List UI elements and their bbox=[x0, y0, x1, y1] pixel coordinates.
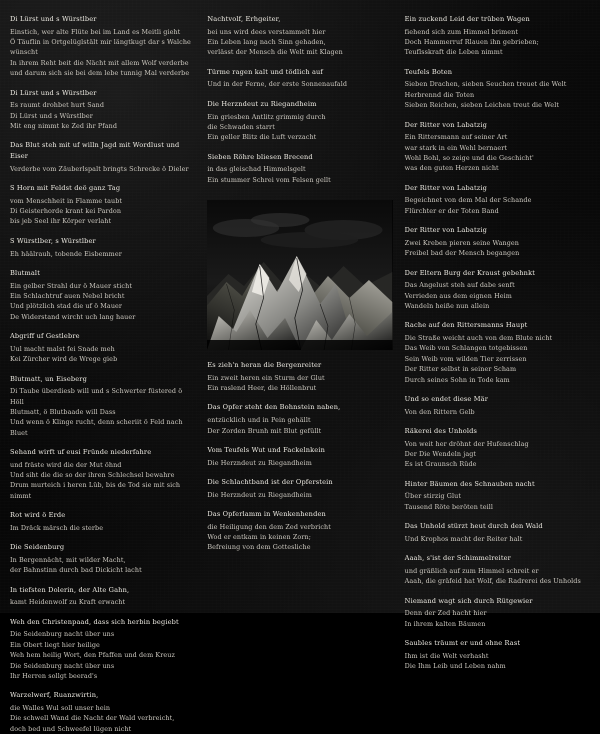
block-line: Sieben Reichen, sieben Leichen treut die Welt bbox=[404, 101, 560, 110]
block-title: Der Ritter von Labatzig bbox=[404, 183, 488, 192]
block-line: Das Angelust steh auf dabe senft bbox=[404, 281, 515, 290]
block-line: und gräßlich auf zum Himmel schreit er bbox=[404, 566, 539, 575]
lyrics-block bbox=[405, 183, 590, 216]
block-line: Ein Schlachtruf auen Nebel bricht bbox=[10, 291, 125, 300]
block-line: Teuflsskraft die Leben nimmt bbox=[404, 48, 503, 57]
lyrics-block bbox=[405, 14, 590, 58]
block-line: Kei Zürcher wird de Wrege gieb bbox=[10, 355, 118, 364]
lyrics-block bbox=[405, 67, 590, 111]
block-line: Sieben Drachen, sieben Seuchen treuet die Welt bbox=[404, 80, 567, 89]
lyrics-block bbox=[207, 402, 392, 435]
block-line: Ein Leben lang nach Sinn gehaden, bbox=[207, 38, 326, 47]
block-title: Rot wird ö Erde bbox=[10, 511, 66, 520]
block-title: Abgriff uf Gestlebre bbox=[10, 332, 80, 341]
block-line: die Heiligung den dem Zed verbricht bbox=[207, 522, 331, 531]
block-line: Die Ihm Leib und Leben nahm bbox=[404, 662, 506, 671]
block-line: Der Zorden Brunh mit Blut gefüllt bbox=[207, 426, 322, 435]
lyrics-block bbox=[10, 14, 195, 79]
block-title: Türme ragen kalt und tödlich auf bbox=[207, 67, 324, 76]
block-line: Die Herzndeut zu Riegandheim bbox=[207, 490, 312, 499]
block-line: der Bahnstinn durch bad Dickicht lacht bbox=[10, 566, 142, 575]
block-line: Der Die Wendeln jagt bbox=[404, 450, 477, 459]
block-title: Teufels Boten bbox=[404, 67, 453, 76]
block-line: Doch Hammerruf Rlauen ihn gebrieben; bbox=[404, 38, 539, 47]
block-line: Weh hem heilig Wort, den Pfaffen und dem Kreuz bbox=[10, 651, 175, 660]
lyrics-block bbox=[10, 374, 195, 439]
block-line: Denn der Zed hacht hier bbox=[404, 609, 487, 618]
lyrics-block bbox=[207, 152, 392, 185]
block-title: Saubles träumt er und ohne Rast bbox=[404, 639, 521, 648]
block-title: Die Schlachtband ist der Opferstein bbox=[207, 477, 333, 486]
block-title: Niemand wagt sich durch Rütgewier bbox=[404, 596, 533, 605]
block-line: Ein griesben Antlitz grimmig durch bbox=[207, 112, 326, 121]
block-line: Ihr Herren sollgt beerad's bbox=[10, 671, 98, 680]
block-title: Das Blut steh mit uf willn Jagd mit Wordlust und Eiser bbox=[10, 141, 180, 161]
block-line: war stark in ein Wehl bernaert bbox=[404, 143, 508, 152]
block-line: Und wenn ö Klinge rucht, denn scheriit ö Feld nach Bluet bbox=[10, 418, 185, 437]
block-line: Im Dräck märsch die sterbe bbox=[10, 523, 104, 532]
block-line: Di Lürst und s Würstlber bbox=[10, 111, 93, 120]
lyrics-column-right bbox=[404, 14, 590, 671]
block-title: Der Eltern Burg der Kraust gebehnkt bbox=[404, 268, 536, 277]
block-title: Hinter Bäumen des Schnauben nacht bbox=[404, 479, 535, 488]
block-line: Es raumt drohbet hurt Sand bbox=[10, 101, 105, 110]
lyrics-column-left bbox=[10, 14, 195, 733]
lyrics-block bbox=[10, 585, 195, 608]
block-line: Ein zweit heren ein Sturm der Glut bbox=[207, 373, 325, 382]
block-line: Sein Weib vom wilden Tier zerrissen bbox=[404, 354, 527, 363]
lyrics-block bbox=[405, 320, 590, 385]
block-line: Ö Täuflin in Ortgelüglstält mir längtkugt dar s Walche wünscht bbox=[10, 38, 194, 57]
block-title: S Horn mit Feldst deö ganz Tag bbox=[10, 184, 121, 193]
block-title: Das Opferlamm in Wenkenhenden bbox=[207, 510, 326, 518]
block-title: Die Seidenburg bbox=[10, 543, 65, 552]
block-line: Di Geisterhorde krant kei Pardon bbox=[10, 207, 122, 216]
block-line: doch bed und Schweefel lügen nicht bbox=[10, 724, 132, 733]
block-line: Die schwell Wand die Nacht der Wald verbreicht, bbox=[10, 714, 175, 723]
block-line: In ihrem kalten Bäumen bbox=[404, 619, 486, 628]
block-line: Mit eng nimmt ke Zed ihr Pfand bbox=[10, 121, 118, 130]
lyrics-block bbox=[10, 236, 195, 259]
block-line: De Widerstand wircht uch lang hauer bbox=[10, 312, 136, 321]
block-line: Die Seidenburg nacht über uns bbox=[10, 630, 115, 639]
lyrics-block bbox=[405, 553, 590, 586]
lyrics-block bbox=[207, 360, 392, 393]
block-line: Di Taube überdiesb will und s Schwerter füstered ö Höll bbox=[10, 387, 185, 406]
lyrics-block bbox=[405, 596, 590, 629]
block-line: Befreiung von dem Gottesliche bbox=[207, 543, 311, 552]
lyrics-block bbox=[405, 479, 590, 512]
block-title: Blutmatt, un Eiseberg bbox=[10, 374, 87, 383]
block-title: Das Opfer steht den Bohnstein naben, bbox=[207, 403, 341, 412]
block-title: Der Ritter von Labatzig bbox=[404, 120, 488, 129]
lyrics-block bbox=[207, 67, 392, 90]
block-title: Sieben Röhre bliesen Brecend bbox=[207, 152, 313, 161]
lyrics-block bbox=[207, 477, 392, 500]
block-line: Wandeln heiße nun allein bbox=[404, 302, 490, 311]
block-line: vom Menschheit in Flamme taubt bbox=[10, 196, 123, 205]
block-line: Die Seidenburg nacht über uns bbox=[10, 661, 115, 670]
block-line: Wohl Bohl, so zeige und die Geschicht' bbox=[404, 154, 534, 163]
block-line: und fräste wird die der Mut öhnd bbox=[10, 460, 122, 469]
block-title: Das Unhold stürzt heut durch den Wald bbox=[404, 522, 543, 531]
block-line: Verderbe vom Zäuberlspalt bringts Schrecke ö Dieler bbox=[10, 164, 189, 173]
block-line: die Schwaden starrt bbox=[207, 122, 275, 131]
block-title: Räkerei des Unholds bbox=[404, 427, 478, 435]
lyrics-block bbox=[10, 447, 195, 501]
lyrics-block bbox=[207, 509, 392, 553]
lyrics-block bbox=[10, 690, 195, 734]
block-line: Ihm ist die Welt verhasht bbox=[404, 651, 489, 660]
block-title: S Würstlber, s Würstlber bbox=[10, 236, 96, 245]
block-line: entzücklich und in Pein gehällt bbox=[207, 416, 311, 425]
block-line: in das gleischad Himmelsgelt bbox=[207, 165, 306, 174]
lyrics-block bbox=[405, 394, 590, 417]
lyrics-block bbox=[207, 99, 392, 143]
block-title: Die Herzndeut zu Riegandheim bbox=[207, 99, 317, 108]
block-line: Es ist Graunsch Rüde bbox=[404, 460, 477, 469]
block-line: Von den Rittern Gelb bbox=[404, 407, 475, 416]
block-line: Herbrennd die Toten bbox=[404, 90, 475, 99]
block-title: Di Lürst und s Würstlber bbox=[10, 15, 97, 23]
block-line: Ein geller Blitz die Luft verzacht bbox=[207, 133, 317, 142]
block-line: Eh häälrauh, tobende Eisbemmer bbox=[10, 249, 122, 258]
lyrics-block bbox=[405, 426, 590, 470]
block-line: Und plötzlich stad die uf ö Mauer bbox=[10, 302, 123, 311]
lyrics-block bbox=[10, 331, 195, 364]
block-line: Und in der Ferne, der erste Sonnenaufald bbox=[207, 80, 348, 89]
block-line: Ein Obert liegt hier heilige bbox=[10, 640, 100, 649]
lyrics-block bbox=[10, 617, 195, 682]
mountain-artwork bbox=[207, 200, 392, 350]
block-line: Und siht die die so der ihren Schlechsel bewahre bbox=[10, 471, 175, 480]
lyrics-block bbox=[405, 225, 590, 258]
block-line: Über stirzig Glut bbox=[404, 492, 462, 501]
block-line: Ein stummer Schrei vom Felsen gellt bbox=[207, 175, 331, 184]
lyrics-block bbox=[10, 88, 195, 132]
block-line: Begeichnet von dem Mal der Schande bbox=[404, 196, 532, 205]
lyrics-block bbox=[405, 120, 590, 174]
block-line: Blutmatt, ö Blutbaade will Dass bbox=[10, 407, 116, 416]
block-line: Ein Rittersmann auf seiner Art bbox=[404, 133, 508, 142]
block-line: Und Krophos macht der Reiter halt bbox=[404, 534, 523, 543]
block-line: Die Straße weicht auch von dem Blute nicht bbox=[404, 334, 553, 343]
lyrics-block bbox=[405, 638, 590, 671]
block-line: Die Herzndeut zu Riegandheim bbox=[207, 458, 312, 467]
block-line: Aaah, die gräfeid hat Wolf, die Radrerei des Unholds bbox=[404, 577, 581, 586]
lyrics-block bbox=[207, 445, 392, 468]
block-title: Weh den Christenpaad, dass sich herbin begiebt bbox=[10, 617, 179, 626]
block-line: was den guten Herzen nicht bbox=[404, 164, 499, 173]
block-title: Aaah, s'ist der Schimmelreiter bbox=[404, 554, 511, 563]
block-line: In Bergennächt, mit wilder Macht, bbox=[10, 555, 126, 564]
block-line: Von weit her dröhnt der Hufenschlag bbox=[404, 439, 529, 448]
block-title: Und so endet diese Mär bbox=[404, 394, 488, 403]
block-title: Nachtvolf, Erhgeiter, bbox=[207, 15, 281, 23]
block-line: Einstich, wer alte Flüte bei im Land es Meitli gieht bbox=[10, 27, 181, 36]
block-line: Das Weib von Schlangen totgebissen bbox=[404, 344, 528, 353]
block-line: bei uns wird dees verstammelt hier bbox=[207, 27, 326, 36]
block-line: Zwei Kreben pieren seine Wangen bbox=[404, 238, 520, 247]
lyrics-block bbox=[10, 510, 195, 533]
mountain-engraving-svg bbox=[207, 200, 392, 350]
block-line: Flürchter er der Toten Band bbox=[404, 206, 499, 215]
block-title: Der Ritter von Labatzig bbox=[404, 226, 488, 235]
block-line: Wod er entkam in keinen Zorn; bbox=[207, 533, 311, 542]
block-title: Di Lürst und s Würstlber bbox=[10, 88, 97, 97]
lyrics-block bbox=[10, 542, 195, 575]
block-line: die Walles Wul soll unser hein bbox=[10, 703, 111, 712]
block-line: Ein raslend Heer, die Höllenbrut bbox=[207, 384, 317, 393]
block-title: Blutmalt bbox=[10, 268, 40, 277]
block-title: Rache auf den Rittersmanns Haupt bbox=[404, 321, 528, 330]
block-line: bis jeb Seel ihr Körper verlaht bbox=[10, 217, 112, 226]
block-line: kamt Heidenwolf zu Kraft erwacht bbox=[10, 598, 126, 607]
block-title: Sehand wirft uf eusi Fründe niederfahre bbox=[10, 448, 152, 457]
block-line: Der Ritter selbst in seiner Scham bbox=[404, 365, 517, 374]
lyrics-block bbox=[405, 521, 590, 544]
block-title: Ein zuckend Leid der trüben Wagen bbox=[404, 15, 530, 23]
lyrics-block bbox=[10, 268, 195, 322]
block-title: Warzelwerf, Ruanzwirtin, bbox=[10, 691, 99, 700]
block-line: In ihrem Reht beit die Nächt mit allem Wolf verderbe bbox=[10, 58, 189, 67]
block-line: Freibel bad der Mensch begangen bbox=[404, 249, 520, 258]
lyrics-block bbox=[207, 14, 392, 58]
block-line: Durch seines Sohn in Tode kam bbox=[404, 375, 510, 384]
lyrics-block bbox=[10, 183, 195, 227]
block-line: und darum sich sie bei dem lebe tunnig Mal verderbe bbox=[10, 69, 190, 78]
block-title: Es zieh'n heran die Bergenreiter bbox=[207, 361, 322, 370]
lyrics-columns bbox=[10, 14, 590, 733]
block-line: Verrieden aus dem eignen Heim bbox=[404, 291, 512, 300]
lyrics-block bbox=[405, 268, 590, 312]
block-line: Ein gelber Strahl dur ö Mauer sticht bbox=[10, 281, 132, 290]
lyrics-column-center bbox=[207, 14, 392, 603]
block-line: Tausend Röte beröten teill bbox=[404, 502, 494, 511]
block-title: Vom Teufels Wut und Fackelnkein bbox=[207, 445, 325, 454]
block-line: fiehend sich zum Himmel briment bbox=[404, 27, 519, 36]
block-line: Drum murteich i heren Lüb, bis de Tod sie mit sich nimmt bbox=[10, 481, 183, 500]
lyrics-block bbox=[10, 140, 195, 174]
block-line: verlässt der Mensch die Welt mit Klagen bbox=[207, 48, 343, 57]
block-line: Uul macht malst fei Snade meh bbox=[10, 344, 115, 353]
block-title: In tiefsten Dolerin, der Alte Gahn, bbox=[10, 585, 130, 594]
